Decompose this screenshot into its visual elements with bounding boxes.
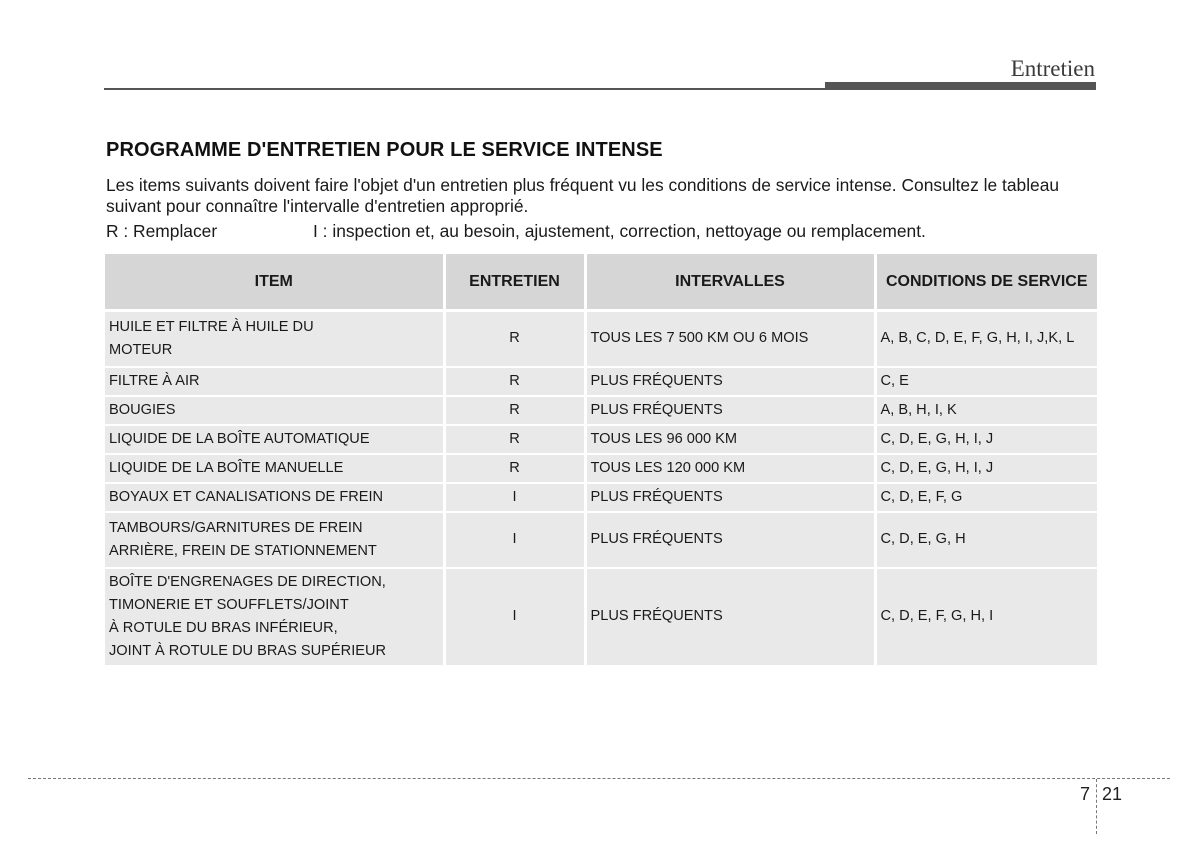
- item-line: BOÎTE D'ENGRENAGES DE DIRECTION,: [109, 573, 386, 590]
- maintenance-cell: R: [444, 396, 585, 425]
- maintenance-cell: R: [444, 367, 585, 396]
- interval-cell: PLUS FRÉQUENTS: [585, 396, 875, 425]
- table-row: [105, 425, 1097, 454]
- table-row: [105, 396, 1097, 425]
- conditions-cell: C, E: [875, 367, 1097, 396]
- item-line: MOTEUR: [109, 341, 173, 358]
- footer-divider: [1096, 779, 1097, 834]
- item-cell: [105, 425, 444, 454]
- conditions-cell: C, D, E, F, G: [875, 483, 1097, 512]
- interval-cell: TOUS LES 7 500 KM OU 6 MOIS: [585, 311, 875, 367]
- legend-replace: R : Remplacer: [106, 221, 218, 241]
- maintenance-cell: R: [444, 311, 585, 367]
- item-line: HUILE ET FILTRE À HUILE DU: [109, 318, 314, 335]
- maintenance-cell: I: [444, 483, 585, 512]
- interval-cell: TOUS LES 120 000 KM: [585, 454, 875, 483]
- conditions-cell: C, D, E, G, H: [875, 512, 1097, 568]
- maintenance-table: [105, 254, 1097, 667]
- maintenance-cell: R: [444, 454, 585, 483]
- table-header-row: [105, 254, 1097, 311]
- item-line: JOINT À ROTULE DU BRAS SUPÉRIEUR: [109, 642, 387, 659]
- item-line: À ROTULE DU BRAS INFÉRIEUR,: [109, 619, 338, 636]
- conditions-cell: C, D, E, G, H, I, J: [875, 425, 1097, 454]
- item-line: LIQUIDE DE LA BOÎTE AUTOMATIQUE: [109, 430, 370, 447]
- chapter-number: 7: [1080, 784, 1091, 804]
- item-cell: [105, 454, 444, 483]
- maintenance-cell: I: [444, 512, 585, 568]
- interval-cell: PLUS FRÉQUENTS: [585, 512, 875, 568]
- item-cell: [105, 311, 444, 367]
- table-row: [105, 568, 1097, 666]
- header-rule-thick: [825, 82, 1096, 90]
- item-line: BOYAUX ET CANALISATIONS DE FREIN: [109, 488, 384, 505]
- conditions-cell: A, B, H, I, K: [875, 396, 1097, 425]
- intro-line-1: Les items suivants doivent faire l'objet d'un entretien plus fréquent vu les conditions de service intense. Consultez le: [106, 175, 998, 195]
- interval-cell: PLUS FRÉQUENTS: [585, 568, 875, 666]
- interval-cell: PLUS FRÉQUENTS: [585, 483, 875, 512]
- table-row: [105, 311, 1097, 367]
- header-conditions: CONDITIONS DE SERVICE: [875, 254, 1097, 311]
- maintenance-cell: I: [444, 568, 585, 666]
- intro-line-2: tableau suivant pour connaître l'intervalle d'entretien approprié.: [106, 175, 1060, 216]
- conditions-cell: C, D, E, F, G, H, I: [875, 568, 1097, 666]
- conditions-cell: A, B, C, D, E, F, G, H, I, J,K, L: [875, 311, 1097, 367]
- intro-paragraph: [106, 175, 1098, 217]
- table-row: [105, 483, 1097, 512]
- interval-cell: PLUS FRÉQUENTS: [585, 367, 875, 396]
- page-number: 21: [1102, 784, 1123, 804]
- conditions-cell: C, D, E, G, H, I, J: [875, 454, 1097, 483]
- item-line: FILTRE À AIR: [109, 372, 200, 389]
- item-line: TIMONERIE ET SOUFFLETS/JOINT: [109, 596, 349, 613]
- table-row: [105, 367, 1097, 396]
- table-row: [105, 454, 1097, 483]
- header-intervals: INTERVALLES: [585, 254, 875, 311]
- item-cell: [105, 483, 444, 512]
- item-line: ARRIÈRE, FREIN DE STATIONNEMENT: [109, 542, 377, 559]
- header-item: ITEM: [105, 254, 444, 311]
- item-line: LIQUIDE DE LA BOÎTE MANUELLE: [109, 459, 344, 476]
- item-cell: [105, 512, 444, 568]
- item-cell: [105, 396, 444, 425]
- legend-inspect: I : inspection et, au besoin, ajustement, correction, nettoyage ou remplacement.: [313, 221, 926, 241]
- maintenance-cell: R: [444, 425, 585, 454]
- item-line: TAMBOURS/GARNITURES DE FREIN: [109, 519, 363, 536]
- section-title: PROGRAMME D'ENTRETIEN POUR LE SERVICE INTENSE: [106, 139, 663, 161]
- footer-rule: [28, 778, 1170, 779]
- interval-cell: TOUS LES 96 000 KM: [585, 425, 875, 454]
- header-rule-thin: [104, 88, 825, 90]
- chapter-title: Entretien: [1010, 56, 1095, 81]
- table-row: [105, 512, 1097, 568]
- item-cell: [105, 568, 444, 666]
- item-cell: [105, 367, 444, 396]
- item-line: BOUGIES: [109, 401, 176, 418]
- header-maintenance: ENTRETIEN: [444, 254, 585, 311]
